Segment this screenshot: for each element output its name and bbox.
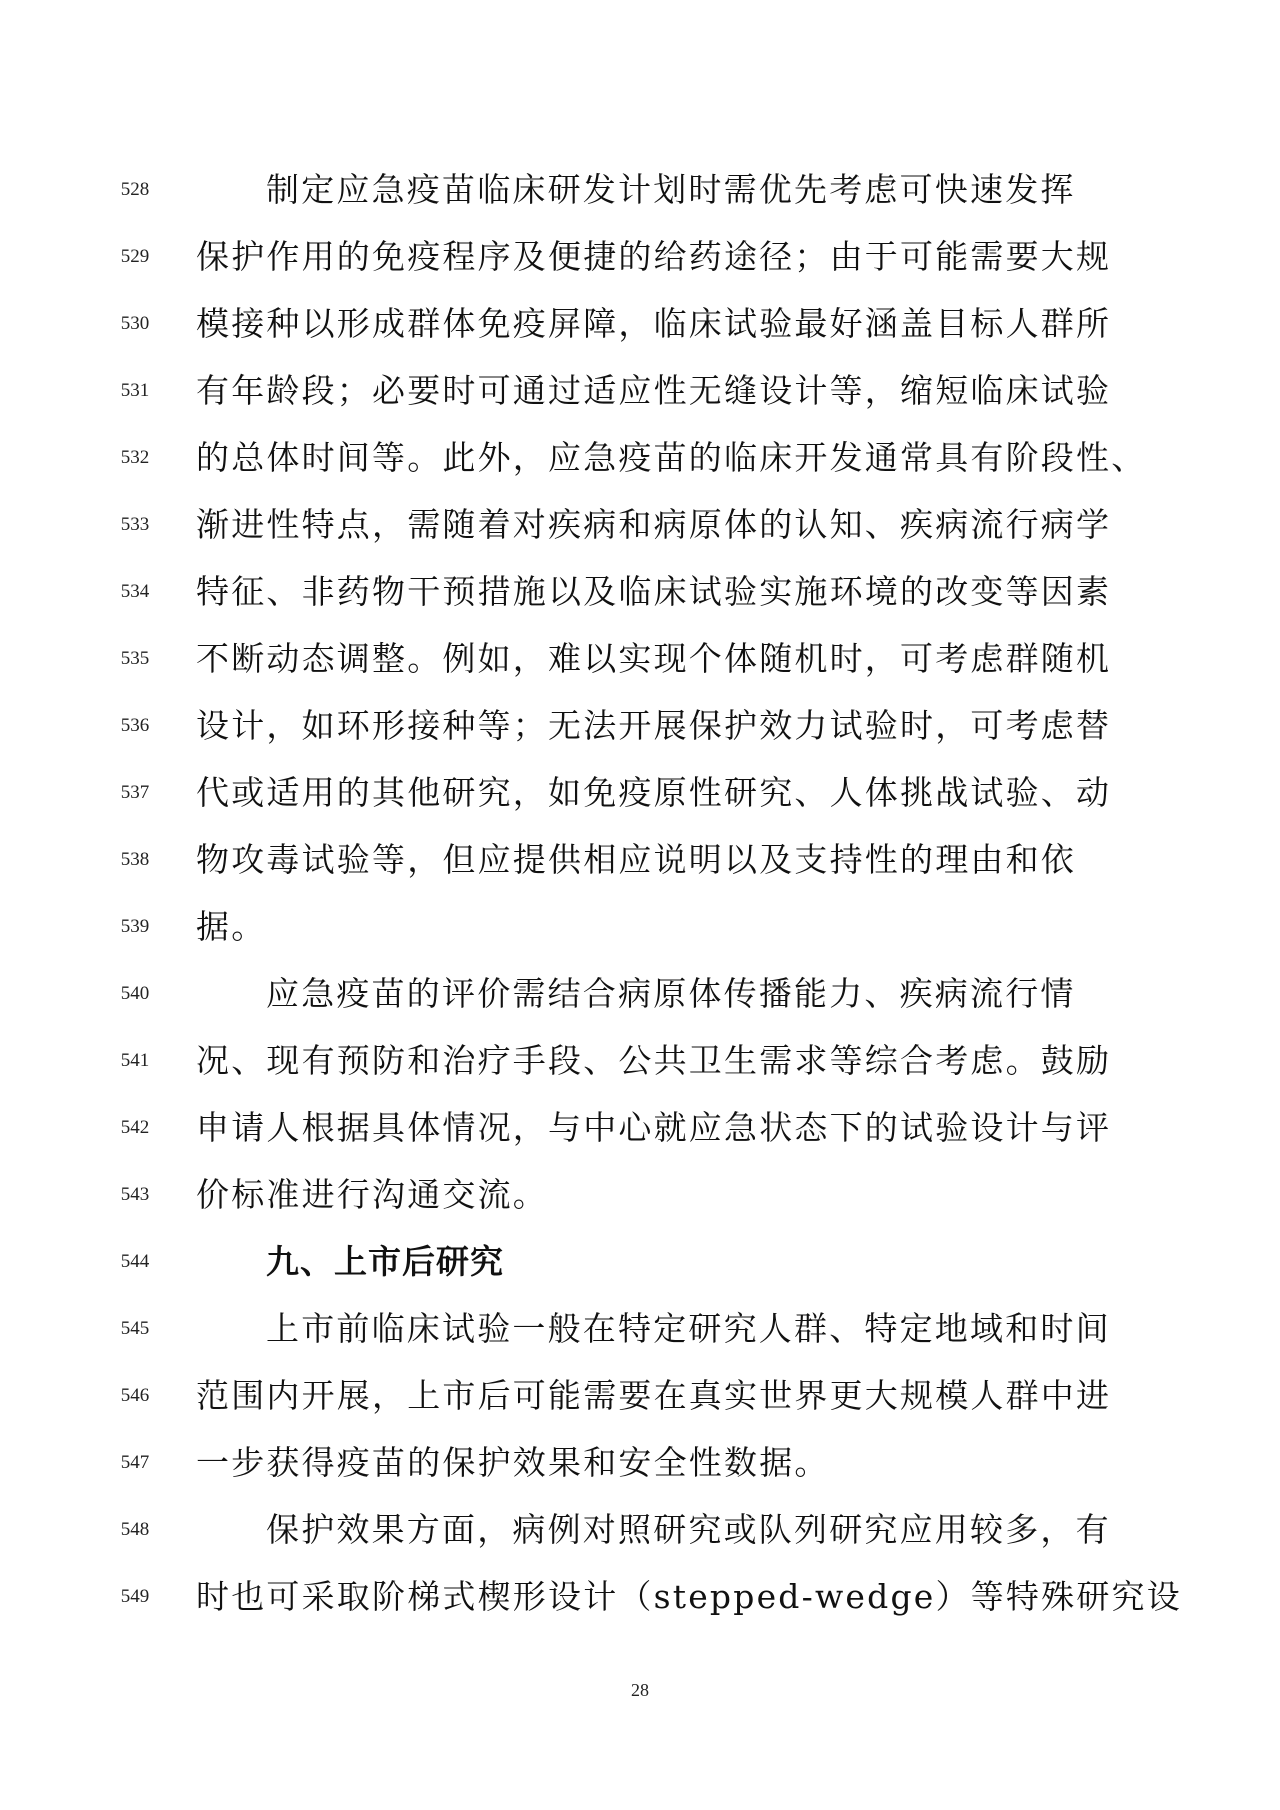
text-line xyxy=(0,1433,1280,1493)
line-number: 544 xyxy=(120,1251,150,1272)
line-number: 549 xyxy=(120,1586,150,1607)
line-number: 530 xyxy=(120,313,150,334)
line-text: 特征、非药物干预措施以及临床试验实施环境的改变等因素 xyxy=(196,572,1112,611)
line-text: 有年龄段；必要时可通过适应性无缝设计等，缩短临床试验 xyxy=(196,371,1112,410)
page-number: 28 xyxy=(631,1680,649,1700)
text-line xyxy=(0,495,1280,555)
line-text: 上市前临床试验一般在特定研究人群、特定地域和时间 xyxy=(266,1309,1111,1348)
text-line xyxy=(0,227,1280,287)
line-text: 物攻毒试验等，但应提供相应说明以及支持性的理由和依 xyxy=(196,840,1076,879)
text-line xyxy=(0,897,1280,957)
line-text: 代或适用的其他研究，如免疫原性研究、人体挑战试验、动 xyxy=(196,773,1112,812)
line-text: 渐进性特点，需随着对疾病和病原体的认知、疾病流行病学 xyxy=(196,505,1112,544)
text-line xyxy=(0,562,1280,622)
line-text: 保护作用的免疫程序及便捷的给药途径；由于可能需要大规 xyxy=(196,237,1112,276)
text-line xyxy=(0,1165,1280,1225)
text-line xyxy=(0,629,1280,689)
line-number: 529 xyxy=(120,246,150,267)
line-number: 535 xyxy=(120,648,150,669)
line-number: 541 xyxy=(120,1050,150,1071)
line-text: 保护效果方面，病例对照研究或队列研究应用较多，有 xyxy=(266,1510,1111,1549)
line-number: 542 xyxy=(120,1117,150,1138)
line-number: 539 xyxy=(120,916,150,937)
line-number: 543 xyxy=(120,1184,150,1205)
text-line xyxy=(0,1098,1280,1158)
text-line xyxy=(0,1567,1280,1627)
line-number: 528 xyxy=(120,179,150,200)
text-line xyxy=(0,1031,1280,1091)
line-text: 应急疫苗的评价需结合病原体传播能力、疾病流行情 xyxy=(266,974,1076,1013)
section-heading-line xyxy=(0,1232,1280,1292)
line-text: 模接种以形成群体免疫屏障，临床试验最好涵盖目标人群所 xyxy=(196,304,1112,343)
line-text: 的总体时间等。此外，应急疫苗的临床开发通常具有阶段性、 xyxy=(196,438,1147,477)
line-text: 不断动态调整。例如，难以实现个体随机时，可考虑群随机 xyxy=(196,639,1112,678)
text-line xyxy=(0,294,1280,354)
section-heading: 九、上市后研究 xyxy=(266,1242,504,1281)
text-line xyxy=(0,696,1280,756)
line-number: 546 xyxy=(120,1385,150,1406)
line-number: 545 xyxy=(120,1318,150,1339)
line-text: 时也可采取阶梯式楔形设计（stepped-wedge）等特殊研究设 xyxy=(196,1577,1182,1616)
text-line xyxy=(0,361,1280,421)
line-number: 534 xyxy=(120,581,150,602)
line-number: 548 xyxy=(120,1519,150,1540)
line-text: 设计，如环形接种等；无法开展保护效力试验时，可考虑替 xyxy=(196,706,1112,745)
line-number: 547 xyxy=(120,1452,150,1473)
line-text: 况、现有预防和治疗手段、公共卫生需求等综合考虑。鼓励 xyxy=(196,1041,1112,1080)
line-number: 536 xyxy=(120,715,150,736)
line-number: 531 xyxy=(120,380,150,401)
text-line xyxy=(0,1500,1280,1560)
line-text: 据。 xyxy=(196,907,267,946)
text-line xyxy=(0,428,1280,488)
line-number: 537 xyxy=(120,782,150,803)
text-line xyxy=(0,763,1280,823)
line-number: 533 xyxy=(120,514,150,535)
line-number: 538 xyxy=(120,849,150,870)
text-line xyxy=(0,964,1280,1024)
text-line xyxy=(0,830,1280,890)
line-text: 一步获得疫苗的保护效果和安全性数据。 xyxy=(196,1443,830,1482)
text-line xyxy=(0,160,1280,220)
line-number: 532 xyxy=(120,447,150,468)
line-text: 范围内开展，上市后可能需要在真实世界更大规模人群中进 xyxy=(196,1376,1112,1415)
line-number: 540 xyxy=(120,983,150,1004)
text-line xyxy=(0,1366,1280,1426)
text-line xyxy=(0,1299,1280,1359)
line-text: 制定应急疫苗临床研发计划时需优先考虑可快速发挥 xyxy=(266,170,1076,209)
line-text: 价标准进行沟通交流。 xyxy=(196,1175,548,1214)
line-text: 申请人根据具体情况，与中心就应急状态下的试验设计与评 xyxy=(196,1108,1112,1147)
